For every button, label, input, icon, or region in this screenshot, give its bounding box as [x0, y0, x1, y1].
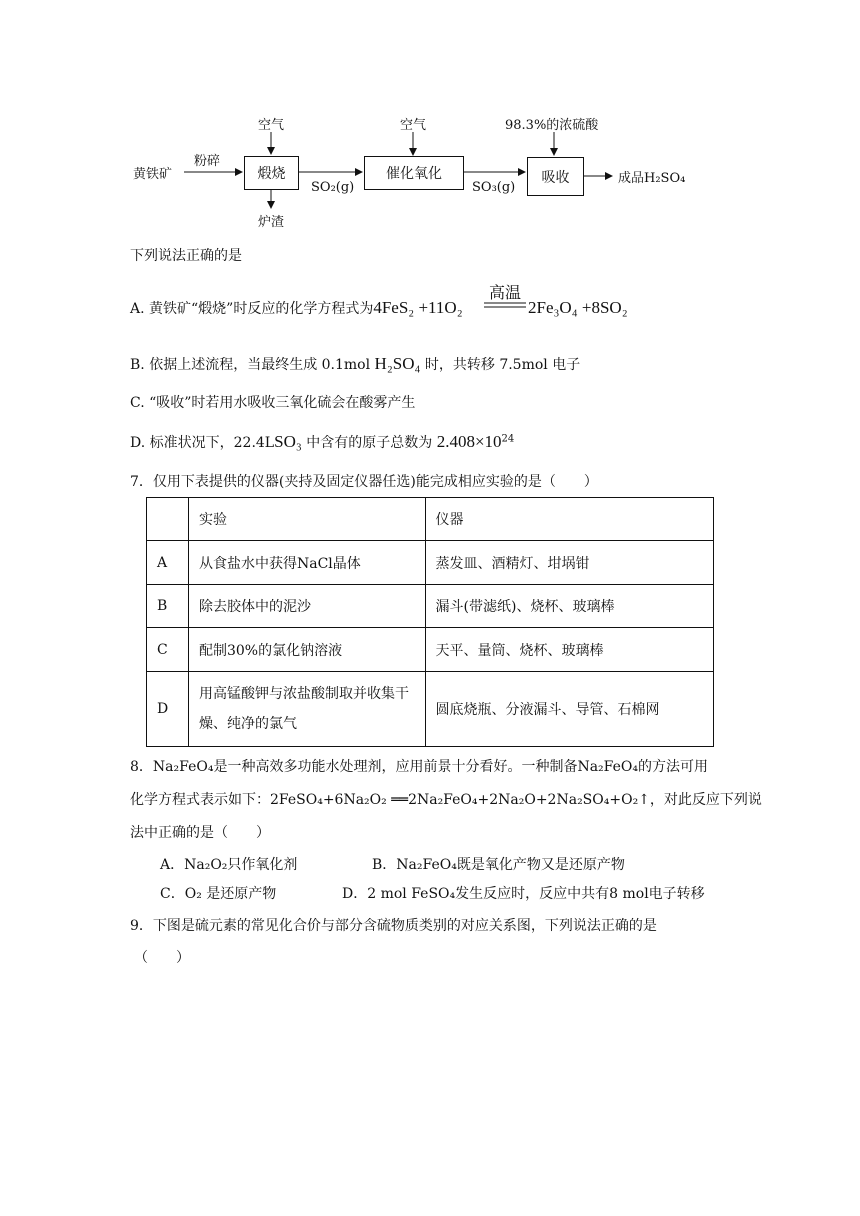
q6-d-exponent: 24: [501, 433, 515, 445]
q6-a-equals: [484, 301, 526, 309]
q6-d-formula: SO₃: [274, 432, 302, 451]
flow-calcine-box: 煅烧: [244, 156, 299, 190]
flow-air2-label: 空气: [400, 118, 427, 133]
table-row: [147, 628, 714, 672]
flow-arrows: [0, 0, 860, 240]
table-cell: 用高锰酸钾与浓盐酸制取并收集干燥、纯净的氯气: [188, 672, 425, 747]
table-cell: 从食盐水中获得NaCl晶体: [188, 541, 425, 585]
flow-so3-label: SO₃(g): [472, 180, 516, 195]
table-cell: 蒸发皿、酒精灯、坩埚钳: [425, 541, 713, 585]
table-header-row: [147, 498, 714, 541]
table-header-cell: 实验: [188, 498, 425, 541]
table-cell: B: [147, 585, 189, 628]
q6-a-lhs: 4FeS₂ +11O₂: [373, 298, 463, 317]
q6-stem: 下列说法正确的是: [130, 248, 242, 264]
table-cell: C: [147, 628, 189, 672]
q8-option-b: B．Na₂FeO₄既是氧化产物又是还原产物: [372, 857, 625, 873]
q6-d-mid: 中含有的原子总数为: [301, 435, 437, 451]
table-cell: 配制30%的氯化钠溶液: [188, 628, 425, 672]
q6-option-b: [130, 354, 580, 375]
q6-option-d: [130, 432, 514, 453]
q6-a-prefix: A. 黄铁矿“煅烧”时反应的化学方程式为: [130, 301, 374, 317]
table-cell: 除去胶体中的泥沙: [188, 585, 425, 628]
flow-catalytic-box: 催化氧化: [364, 156, 464, 190]
flow-slag-label: 炉渣: [258, 215, 285, 230]
q6-option-a: [130, 298, 463, 319]
table-cell: 天平、量筒、烧杯、玻璃棒: [425, 628, 713, 672]
q6-b-formula: H₂SO₄: [374, 354, 421, 373]
q8-option-a: A．Na₂O₂只作氧化剂: [160, 857, 298, 873]
table-cell: 漏斗(带滤纸)、烧杯、玻璃棒: [425, 585, 713, 628]
q7-stem: 7．仅用下表提供的仪器(夹持及固定仪器任选)能完成相应实验的是（ ）: [130, 474, 598, 490]
flow-so2-label: SO₂(g): [311, 180, 355, 195]
flow-absorb-box: 吸收: [527, 157, 584, 196]
table-header-cell: 仪器: [425, 498, 713, 541]
q8-line-1: 8．Na₂FeO₄是一种高效多功能水处理剂，应用前景十分看好。一种制备Na₂FeO₄的方法可用: [130, 759, 708, 775]
table-row: [147, 541, 714, 585]
table-row: [147, 672, 714, 747]
table-cell: 圆底烧瓶、分液漏斗、导管、石棉网: [425, 672, 713, 747]
flow-ore-label: 黄铁矿: [133, 167, 173, 182]
q9-line-2: （ ）: [134, 950, 190, 966]
q6-d-value: 2.408×10: [436, 432, 502, 451]
flow-crush-label: 粉碎: [194, 154, 221, 169]
flow-air1-label: 空气: [258, 118, 285, 133]
q8-option-c: C．O₂ 是还原产物: [160, 886, 277, 902]
q6-b-post: 时，共转移 7.5mol 电子: [420, 357, 581, 373]
flow-acid-label: 98.3%的浓硫酸: [505, 118, 599, 133]
q7-table: [146, 497, 714, 747]
q6-b-pre: B. 依据上述流程，当最终生成 0.1mol: [130, 357, 375, 373]
table-header-cell: [147, 498, 189, 541]
q6-option-c: C. “吸收”时若用水吸收三氧化硫会在酸雾产生: [130, 395, 416, 411]
q8-line-2: 化学方程式表示如下：2FeSO₄+6Na₂O₂ ══2Na₂FeO₄+2Na₂O+2Na₂SO₄+O₂↑，对此反应下列说: [130, 792, 762, 808]
q9-line-1: 9．下图是硫元素的常见化合价与部分含硫物质类别的对应关系图，下列说法正确的是: [130, 918, 657, 934]
q6-a-condition: 高温: [488, 283, 521, 302]
table-cell: A: [147, 541, 189, 585]
q6-a-rhs: 2Fe₃O₄ +8SO₂: [528, 298, 628, 317]
q8-option-d: D．2 mol FeSO₄发生反应时，反应中共有8 mol电子转移: [342, 886, 705, 902]
table-cell: D: [147, 672, 189, 747]
q8-line-3: 法中正确的是（ ）: [130, 825, 270, 841]
table-row: [147, 585, 714, 628]
q6-d-pre: D. 标准状况下，22.4L: [130, 435, 275, 451]
flow-product-label: 成品H₂SO₄: [618, 171, 686, 186]
